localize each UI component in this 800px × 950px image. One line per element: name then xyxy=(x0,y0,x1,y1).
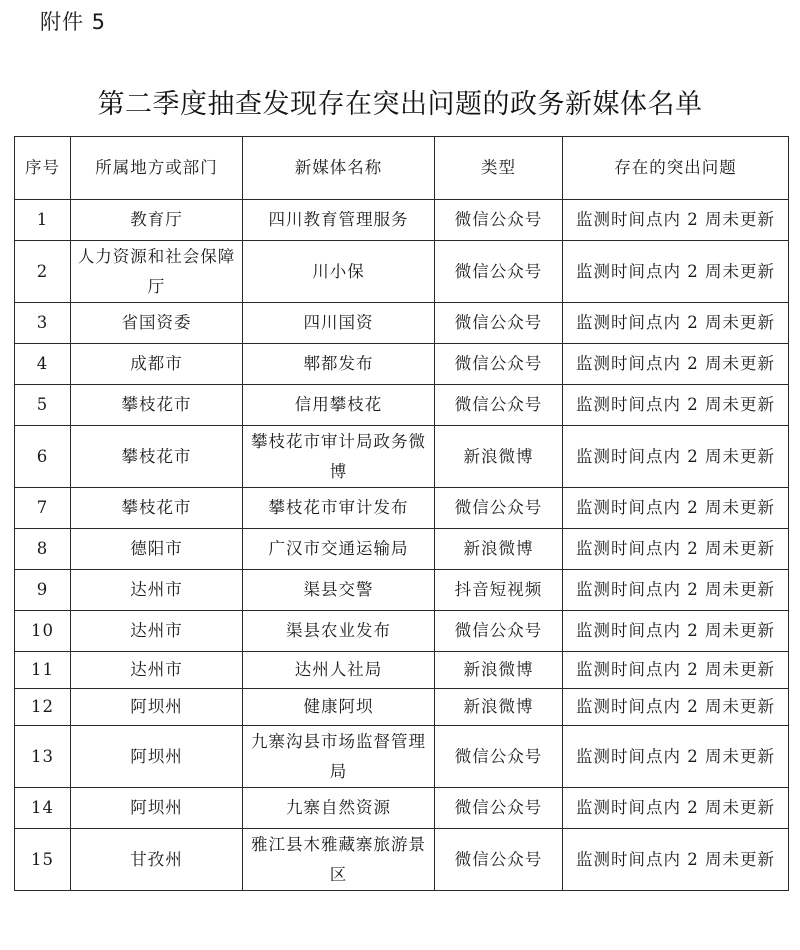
cell-index: 15 xyxy=(15,829,71,891)
cell-issue: 监测时间点内 2 周未更新 xyxy=(563,344,789,385)
header-index: 序号 xyxy=(15,137,71,200)
cell-department: 教育厅 xyxy=(71,200,243,241)
cell-index: 14 xyxy=(15,788,71,829)
cell-issue: 监测时间点内 2 周未更新 xyxy=(563,570,789,611)
header-media-name: 新媒体名称 xyxy=(243,137,435,200)
cell-department: 攀枝花市 xyxy=(71,426,243,488)
cell-department: 攀枝花市 xyxy=(71,385,243,426)
cell-type: 微信公众号 xyxy=(435,726,563,788)
cell-index: 9 xyxy=(15,570,71,611)
cell-index: 2 xyxy=(15,241,71,303)
cell-media-name: 郫都发布 xyxy=(243,344,435,385)
cell-issue: 监测时间点内 2 周未更新 xyxy=(563,488,789,529)
cell-department: 达州市 xyxy=(71,611,243,652)
table-row xyxy=(15,652,789,689)
cell-type: 抖音短视频 xyxy=(435,570,563,611)
cell-department: 省国资委 xyxy=(71,303,243,344)
cell-department: 阿坝州 xyxy=(71,689,243,726)
cell-media-name: 四川国资 xyxy=(243,303,435,344)
cell-department: 攀枝花市 xyxy=(71,488,243,529)
cell-issue: 监测时间点内 2 周未更新 xyxy=(563,611,789,652)
cell-department: 达州市 xyxy=(71,652,243,689)
table-row xyxy=(15,241,789,303)
cell-issue: 监测时间点内 2 周未更新 xyxy=(563,652,789,689)
cell-issue: 监测时间点内 2 周未更新 xyxy=(563,726,789,788)
table-row xyxy=(15,200,789,241)
cell-type: 新浪微博 xyxy=(435,529,563,570)
cell-issue: 监测时间点内 2 周未更新 xyxy=(563,788,789,829)
cell-index: 13 xyxy=(15,726,71,788)
cell-issue: 监测时间点内 2 周未更新 xyxy=(563,829,789,891)
media-list-table xyxy=(14,136,789,891)
table-row xyxy=(15,829,789,891)
table-row xyxy=(15,385,789,426)
cell-department: 成都市 xyxy=(71,344,243,385)
cell-media-name: 渠县交警 xyxy=(243,570,435,611)
cell-index: 7 xyxy=(15,488,71,529)
header-type: 类型 xyxy=(435,137,563,200)
cell-department: 甘孜州 xyxy=(71,829,243,891)
cell-type: 微信公众号 xyxy=(435,385,563,426)
table-row xyxy=(15,426,789,488)
cell-media-name: 健康阿坝 xyxy=(243,689,435,726)
table-row xyxy=(15,611,789,652)
cell-type: 微信公众号 xyxy=(435,344,563,385)
cell-department: 人力资源和社会保障厅 xyxy=(71,241,243,303)
cell-media-name: 九寨沟县市场监督管理局 xyxy=(243,726,435,788)
cell-issue: 监测时间点内 2 周未更新 xyxy=(563,241,789,303)
cell-issue: 监测时间点内 2 周未更新 xyxy=(563,426,789,488)
cell-type: 新浪微博 xyxy=(435,426,563,488)
cell-department: 达州市 xyxy=(71,570,243,611)
cell-index: 4 xyxy=(15,344,71,385)
table-row xyxy=(15,344,789,385)
cell-media-name: 信用攀枝花 xyxy=(243,385,435,426)
cell-type: 微信公众号 xyxy=(435,829,563,891)
cell-department: 阿坝州 xyxy=(71,726,243,788)
cell-media-name: 达州人社局 xyxy=(243,652,435,689)
cell-media-name: 攀枝花市审计发布 xyxy=(243,488,435,529)
table-row xyxy=(15,726,789,788)
cell-index: 11 xyxy=(15,652,71,689)
cell-type: 微信公众号 xyxy=(435,200,563,241)
cell-department: 阿坝州 xyxy=(71,788,243,829)
table-row xyxy=(15,788,789,829)
cell-department: 德阳市 xyxy=(71,529,243,570)
header-department: 所属地方或部门 xyxy=(71,137,243,200)
cell-issue: 监测时间点内 2 周未更新 xyxy=(563,529,789,570)
cell-media-name: 川小保 xyxy=(243,241,435,303)
header-issue: 存在的突出问题 xyxy=(563,137,789,200)
table-row xyxy=(15,570,789,611)
cell-type: 微信公众号 xyxy=(435,611,563,652)
cell-type: 新浪微博 xyxy=(435,689,563,726)
table-header-row xyxy=(15,137,789,200)
cell-type: 新浪微博 xyxy=(435,652,563,689)
cell-index: 12 xyxy=(15,689,71,726)
cell-media-name: 雅江县木雅藏寨旅游景区 xyxy=(243,829,435,891)
cell-index: 5 xyxy=(15,385,71,426)
table-row xyxy=(15,303,789,344)
attachment-label: 附件 5 xyxy=(40,10,107,34)
cell-type: 微信公众号 xyxy=(435,303,563,344)
table-row xyxy=(15,488,789,529)
cell-media-name: 攀枝花市审计局政务微博 xyxy=(243,426,435,488)
cell-media-name: 广汉市交通运输局 xyxy=(243,529,435,570)
cell-index: 3 xyxy=(15,303,71,344)
cell-issue: 监测时间点内 2 周未更新 xyxy=(563,385,789,426)
cell-issue: 监测时间点内 2 周未更新 xyxy=(563,689,789,726)
cell-type: 微信公众号 xyxy=(435,788,563,829)
cell-issue: 监测时间点内 2 周未更新 xyxy=(563,200,789,241)
cell-index: 8 xyxy=(15,529,71,570)
table-row xyxy=(15,529,789,570)
cell-media-name: 四川教育管理服务 xyxy=(243,200,435,241)
table-row xyxy=(15,689,789,726)
cell-type: 微信公众号 xyxy=(435,241,563,303)
cell-index: 10 xyxy=(15,611,71,652)
cell-index: 6 xyxy=(15,426,71,488)
cell-media-name: 渠县农业发布 xyxy=(243,611,435,652)
cell-index: 1 xyxy=(15,200,71,241)
cell-type: 微信公众号 xyxy=(435,488,563,529)
document-title: 第二季度抽查发现存在突出问题的政务新媒体名单 xyxy=(97,89,703,120)
cell-issue: 监测时间点内 2 周未更新 xyxy=(563,303,789,344)
cell-media-name: 九寨自然资源 xyxy=(243,788,435,829)
